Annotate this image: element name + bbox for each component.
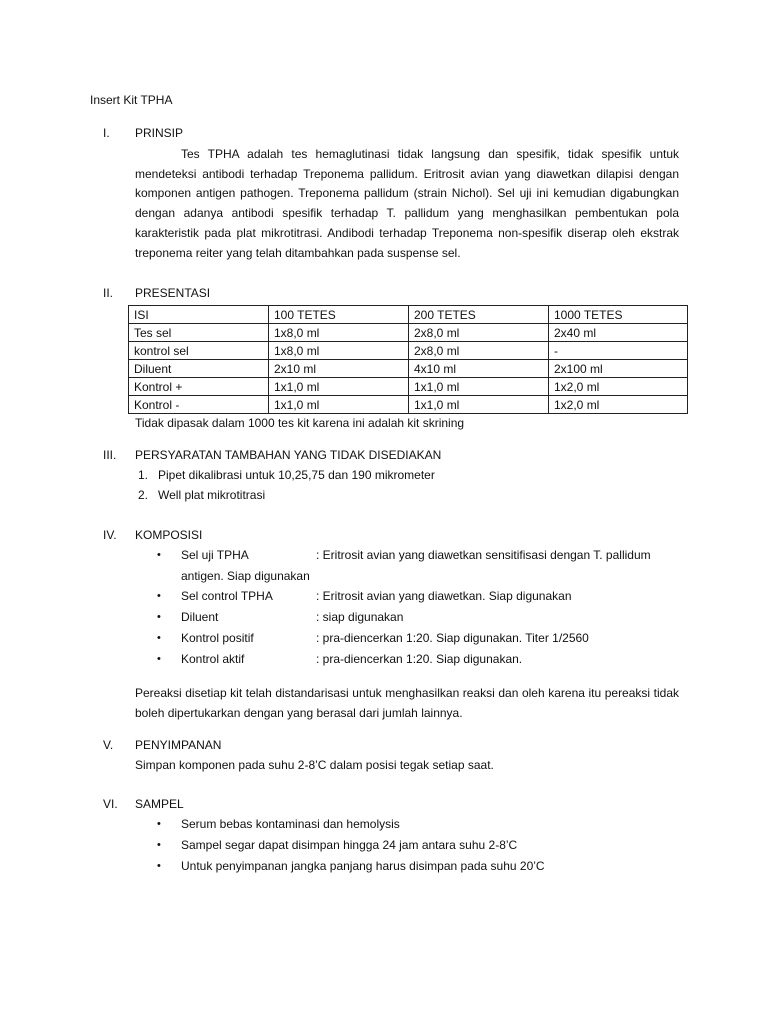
komposisi-label: Sel control TPHA bbox=[181, 589, 273, 603]
komposisi-label: Kontrol aktif bbox=[181, 652, 245, 666]
table-cell: kontrol sel bbox=[129, 342, 269, 360]
section-heading-persyaratan: PERSYARATAN TAMBAHAN YANG TIDAK DISEDIAKAN bbox=[135, 448, 442, 462]
table-header-row bbox=[129, 306, 688, 324]
prinsip-paragraph bbox=[135, 145, 679, 263]
table-cell: 1x1,0 ml bbox=[269, 396, 409, 414]
table-row bbox=[129, 396, 688, 414]
table-header-cell: 200 TETES bbox=[409, 306, 549, 324]
prinsip-paragraph-text: Tes TPHA adalah tes hemaglutinasi tidak langsung dan spesifik, tidak spesifik untuk mendeteksi antibodi terhadap Treponema pallidum. Eritrosit avian yang diawetkan dilapisi dengan komponen antigen pathogen. Treponema pallidum (strain Nichol). Sel uji ini kemudian digabungkan dengan adanya antibodi spesifik terhadap T. pallidum yang menghasilkan pembentukan pola karakteristik pada plat mikrotitrasi. Andibodi terhadap Treponema non-spesifik diserap oleh ekstrak treponema reiter yang telah ditambahkan pada suspense sel. bbox=[135, 147, 679, 260]
list-item: Untuk penyimpanan jangka panjang harus disimpan pada suhu 20’C bbox=[181, 859, 545, 873]
table-cell: Tes sel bbox=[129, 324, 269, 342]
list-item-marker: 2. bbox=[138, 488, 149, 502]
table-cell: 2x8,0 ml bbox=[409, 324, 549, 342]
list-item-marker: 1. bbox=[138, 468, 149, 482]
komposisi-label: Diluent bbox=[181, 610, 219, 624]
table-cell: 1x8,0 ml bbox=[269, 342, 409, 360]
komposisi-desc: : Eritrosit avian yang diawetkan. Siap digunakan bbox=[316, 589, 572, 603]
table-cell: 4x10 ml bbox=[409, 360, 549, 378]
presentasi-table bbox=[128, 305, 688, 414]
document-title: Insert Kit TPHA bbox=[90, 93, 173, 107]
presentasi-note: Tidak dipasak dalam 1000 tes kit karena ini adalah kit skrining bbox=[135, 416, 465, 430]
section-heading-komposisi: KOMPOSISI bbox=[135, 528, 203, 542]
bullet-icon: • bbox=[157, 590, 161, 602]
section-number-3: III. bbox=[103, 448, 117, 462]
table-cell: 1x8,0 ml bbox=[269, 324, 409, 342]
section-heading-sampel: SAMPEL bbox=[135, 797, 184, 811]
komposisi-desc: : siap digunakan bbox=[316, 610, 404, 624]
table-cell: - bbox=[549, 342, 688, 360]
bullet-icon: • bbox=[157, 860, 161, 872]
section-heading-prinsip: PRINSIP bbox=[135, 126, 184, 140]
komposisi-desc: : Eritrosit avian yang diawetkan sensitifisasi dengan T. pallidum bbox=[316, 548, 651, 562]
list-item: Serum bebas kontaminasi dan hemolysis bbox=[181, 817, 400, 831]
table-row bbox=[129, 324, 688, 342]
bullet-icon: • bbox=[157, 611, 161, 623]
bullet-icon: • bbox=[157, 632, 161, 644]
komposisi-desc: : pra-diencerkan 1:20. Siap digunakan. bbox=[316, 652, 523, 666]
table-header-cell: ISI bbox=[129, 306, 269, 324]
komposisi-paragraph: Pereaksi disetiap kit telah distandarisasi untuk menghasilkan reaksi dan oleh karena itu pereaksi tidak boleh dipertukarkan dengan yang berasal dari jumlah lainnya. bbox=[135, 686, 679, 720]
list-item: Well plat mikrotitrasi bbox=[158, 488, 266, 502]
table-cell: Diluent bbox=[129, 360, 269, 378]
komposisi-label: Sel uji TPHA bbox=[181, 548, 249, 562]
bullet-icon: • bbox=[157, 839, 161, 851]
table-cell: 2x10 ml bbox=[269, 360, 409, 378]
table-cell: Kontrol + bbox=[129, 378, 269, 396]
section-number-5: V. bbox=[103, 738, 114, 752]
table-cell: 1x1,0 ml bbox=[269, 378, 409, 396]
table-header-cell: 1000 TETES bbox=[549, 306, 688, 324]
penyimpanan-text: Simpan komponen pada suhu 2-8’C dalam posisi tegak setiap saat. bbox=[135, 758, 494, 772]
table-cell: 2x8,0 ml bbox=[409, 342, 549, 360]
table-header-cell: 100 TETES bbox=[269, 306, 409, 324]
section-number-4: IV. bbox=[103, 528, 117, 542]
section-number-2: II. bbox=[103, 286, 114, 300]
section-number-1: I. bbox=[103, 126, 110, 140]
bullet-icon: • bbox=[157, 818, 161, 830]
table-row bbox=[129, 360, 688, 378]
table-cell: 1x2,0 ml bbox=[549, 396, 688, 414]
section-heading-penyimpanan: PENYIMPANAN bbox=[135, 738, 222, 752]
komposisi-label: Kontrol positif bbox=[181, 631, 254, 645]
section-heading-presentasi: PRESENTASI bbox=[135, 286, 211, 300]
list-item: Pipet dikalibrasi untuk 10,25,75 dan 190 mikrometer bbox=[158, 468, 435, 482]
table-cell: Kontrol - bbox=[129, 396, 269, 414]
table-cell: 1x2,0 ml bbox=[549, 378, 688, 396]
table-cell: 1x1,0 ml bbox=[409, 396, 549, 414]
table-cell: 2x40 ml bbox=[549, 324, 688, 342]
table-cell: 1x1,0 ml bbox=[409, 378, 549, 396]
table-row bbox=[129, 342, 688, 360]
table-row bbox=[129, 378, 688, 396]
bullet-icon: • bbox=[157, 653, 161, 665]
komposisi-desc-continued: antigen. Siap digunakan bbox=[181, 569, 310, 583]
list-item: Sampel segar dapat disimpan hingga 24 jam antara suhu 2-8’C bbox=[181, 838, 518, 852]
komposisi-desc: : pra-diencerkan 1:20. Siap digunakan. Titer 1/2560 bbox=[316, 631, 589, 645]
section-number-6: VI. bbox=[103, 797, 118, 811]
bullet-icon: • bbox=[157, 549, 161, 561]
table-cell: 2x100 ml bbox=[549, 360, 688, 378]
